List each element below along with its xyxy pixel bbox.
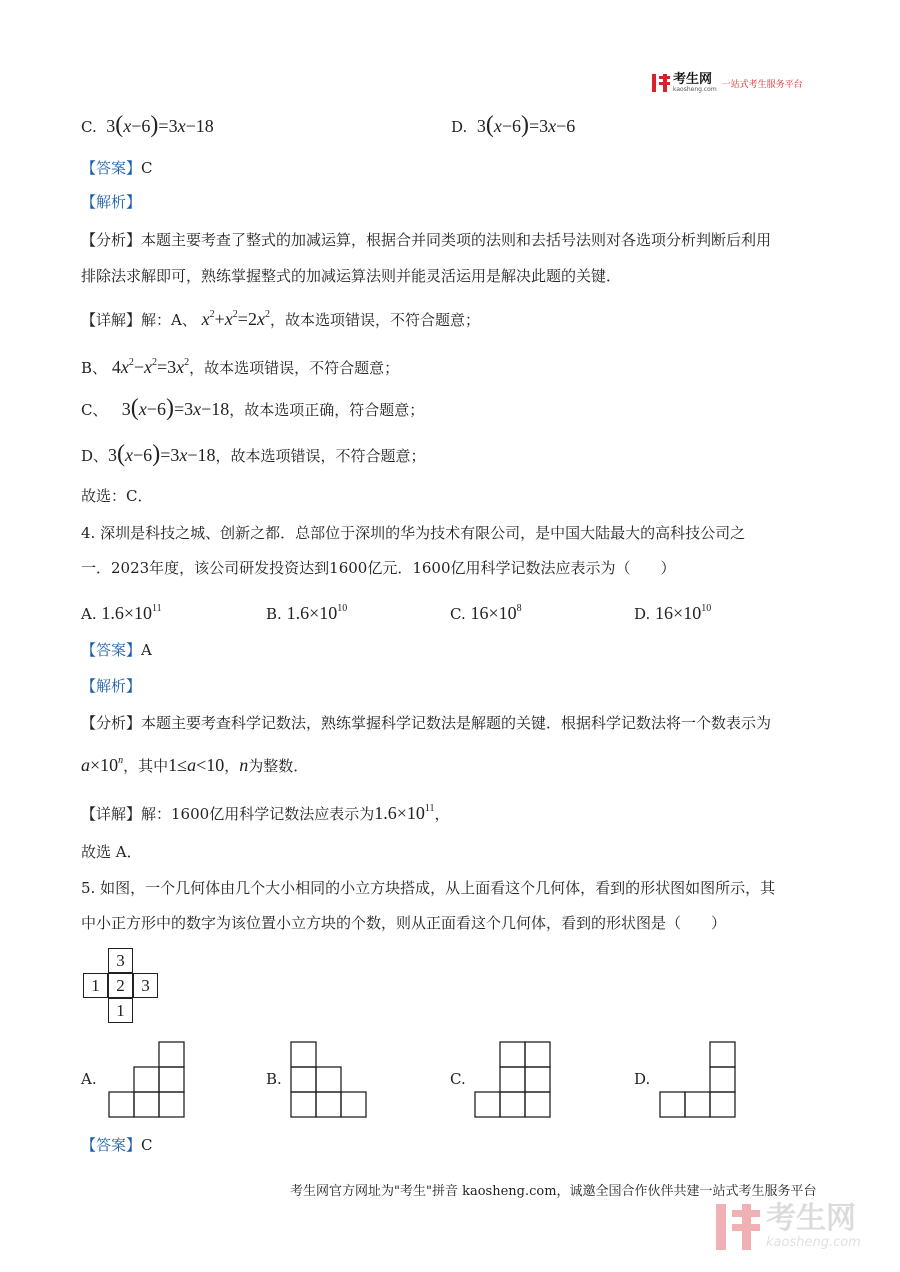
q3-detail-d: D、3(x−6)=3x−18，故本选项错误，不符合题意； xyxy=(81,441,426,467)
grid-cell: 1 xyxy=(108,998,133,1023)
q3-option-c-math: 3(x−6)=3x−18 xyxy=(106,112,214,138)
q5-stem-line1: 5. 如图，一个几何体由几个大小相同的小立方块搭成，从上面看这个几何体，看到的形状图如图所示，其 xyxy=(81,879,776,897)
q3-fenxi-line2: 排除法求解即可，熟练掌握整式的加减运算法则并能灵活运用是解决此题的关键． xyxy=(81,267,622,285)
kaosheng-logo-icon xyxy=(652,74,670,92)
q3-answer: 【答案】C xyxy=(81,159,153,177)
grid-cell: 1 xyxy=(83,973,108,998)
logo-domain: kaosheng.com xyxy=(673,85,717,93)
watermark xyxy=(716,1203,861,1250)
q5-option-a-figure xyxy=(105,1040,187,1120)
q5-option-c-label: C. xyxy=(450,1070,466,1088)
q3-option-d: D. 3(x−6)=3x−6 xyxy=(451,112,576,138)
q3-option-c: C. 3(x−6)=3x−18 xyxy=(81,112,214,138)
q5-option-d-label: D. xyxy=(634,1070,651,1088)
q4-fenxi-line1: 【分析】本题主要考查科学记数法，熟练掌握科学记数法是解题的关键．根据科学记数法将一个数表示为 xyxy=(81,714,772,732)
q5-option-a-label: A. xyxy=(81,1070,97,1088)
grid-cell: 2 xyxy=(108,973,133,998)
grid-cell: 3 xyxy=(133,973,158,998)
q3-detail-b: B、 $4x^2-x^2=3x^2$，故本选项错误，不符合题意； xyxy=(81,357,400,377)
q3-analysis-tag: 【解析】 xyxy=(81,193,142,211)
q4-fenxi-line2: $a\times 10^n$，其中1≤a<10，n为整数． xyxy=(81,755,309,775)
q4-conclusion: 故选 A． xyxy=(81,843,142,861)
q5-answer: 【答案】C xyxy=(81,1136,153,1154)
grid-cell: 3 xyxy=(108,948,133,973)
q3-option-d-math: 3(x−6)=3x−6 xyxy=(476,112,576,138)
q4-answer: 【答案】A xyxy=(81,641,152,659)
q4-option-b: B. $1.6\times 10^{10}$ xyxy=(266,603,348,623)
footer-text: 考生网官方网址为"考生"拼音 kaosheng.com，诚邀全国合作伙伴共建一站式考生服务平台 xyxy=(290,1184,817,1199)
q5-option-b-label: B. xyxy=(266,1070,282,1088)
logo-text: 考生网 xyxy=(673,71,713,87)
q4-analysis-tag: 【解析】 xyxy=(81,677,142,695)
q5-stem-line2: 中小正方形中的数字为该位置小立方块的个数，则从正面看这个几何体，看到的形状图是（ ） xyxy=(81,914,727,932)
q4-detail: 【详解】解：1600亿用科学记数法应表示为$1.6\times 10^{11}$， xyxy=(81,803,450,823)
q3-conclusion: 故选：C． xyxy=(81,487,153,505)
q5-option-b-figure xyxy=(288,1040,370,1120)
header-logo xyxy=(652,72,803,94)
watermark-logo-icon xyxy=(716,1204,760,1250)
q3-detail-c: C、 3(x−6)=3x−18，故本选项正确，符合题意； xyxy=(81,395,425,421)
q5-option-d-figure xyxy=(656,1040,740,1120)
watermark-domain: kaosheng.com xyxy=(766,1235,861,1250)
logo-slogan: 一站式考生服务平台 xyxy=(721,79,803,90)
q4-option-d: D. $16\times 10^{10}$ xyxy=(634,603,712,623)
watermark-text: 考生网 xyxy=(766,1201,856,1236)
q5-option-c-figure xyxy=(472,1040,554,1120)
q4-option-c: C. $16\times 10^8$ xyxy=(450,603,522,623)
q4-option-a: A. $1.6\times 10^{11}$ xyxy=(81,603,162,623)
q4-stem-line2: 一．2023年度，该公司研发投资达到1600亿元．1600亿用科学记数法应表示为（ ） xyxy=(81,559,676,577)
q3-fenxi-line1: 【分析】本题主要考查了整式的加减运算，根据合并同类项的法则和去括号法则对各选项分析判断后利用 xyxy=(81,231,772,249)
q3-detail-a: 【详解】解：A、 $x^2+x^2=2x^2$，故本选项错误，不符合题意； xyxy=(81,309,480,329)
q4-stem-line1: 4. 深圳是科技之城、创新之都．总部位于深圳的华为技术有限公司，是中国大陆最大的高科技公司之 xyxy=(81,524,746,542)
